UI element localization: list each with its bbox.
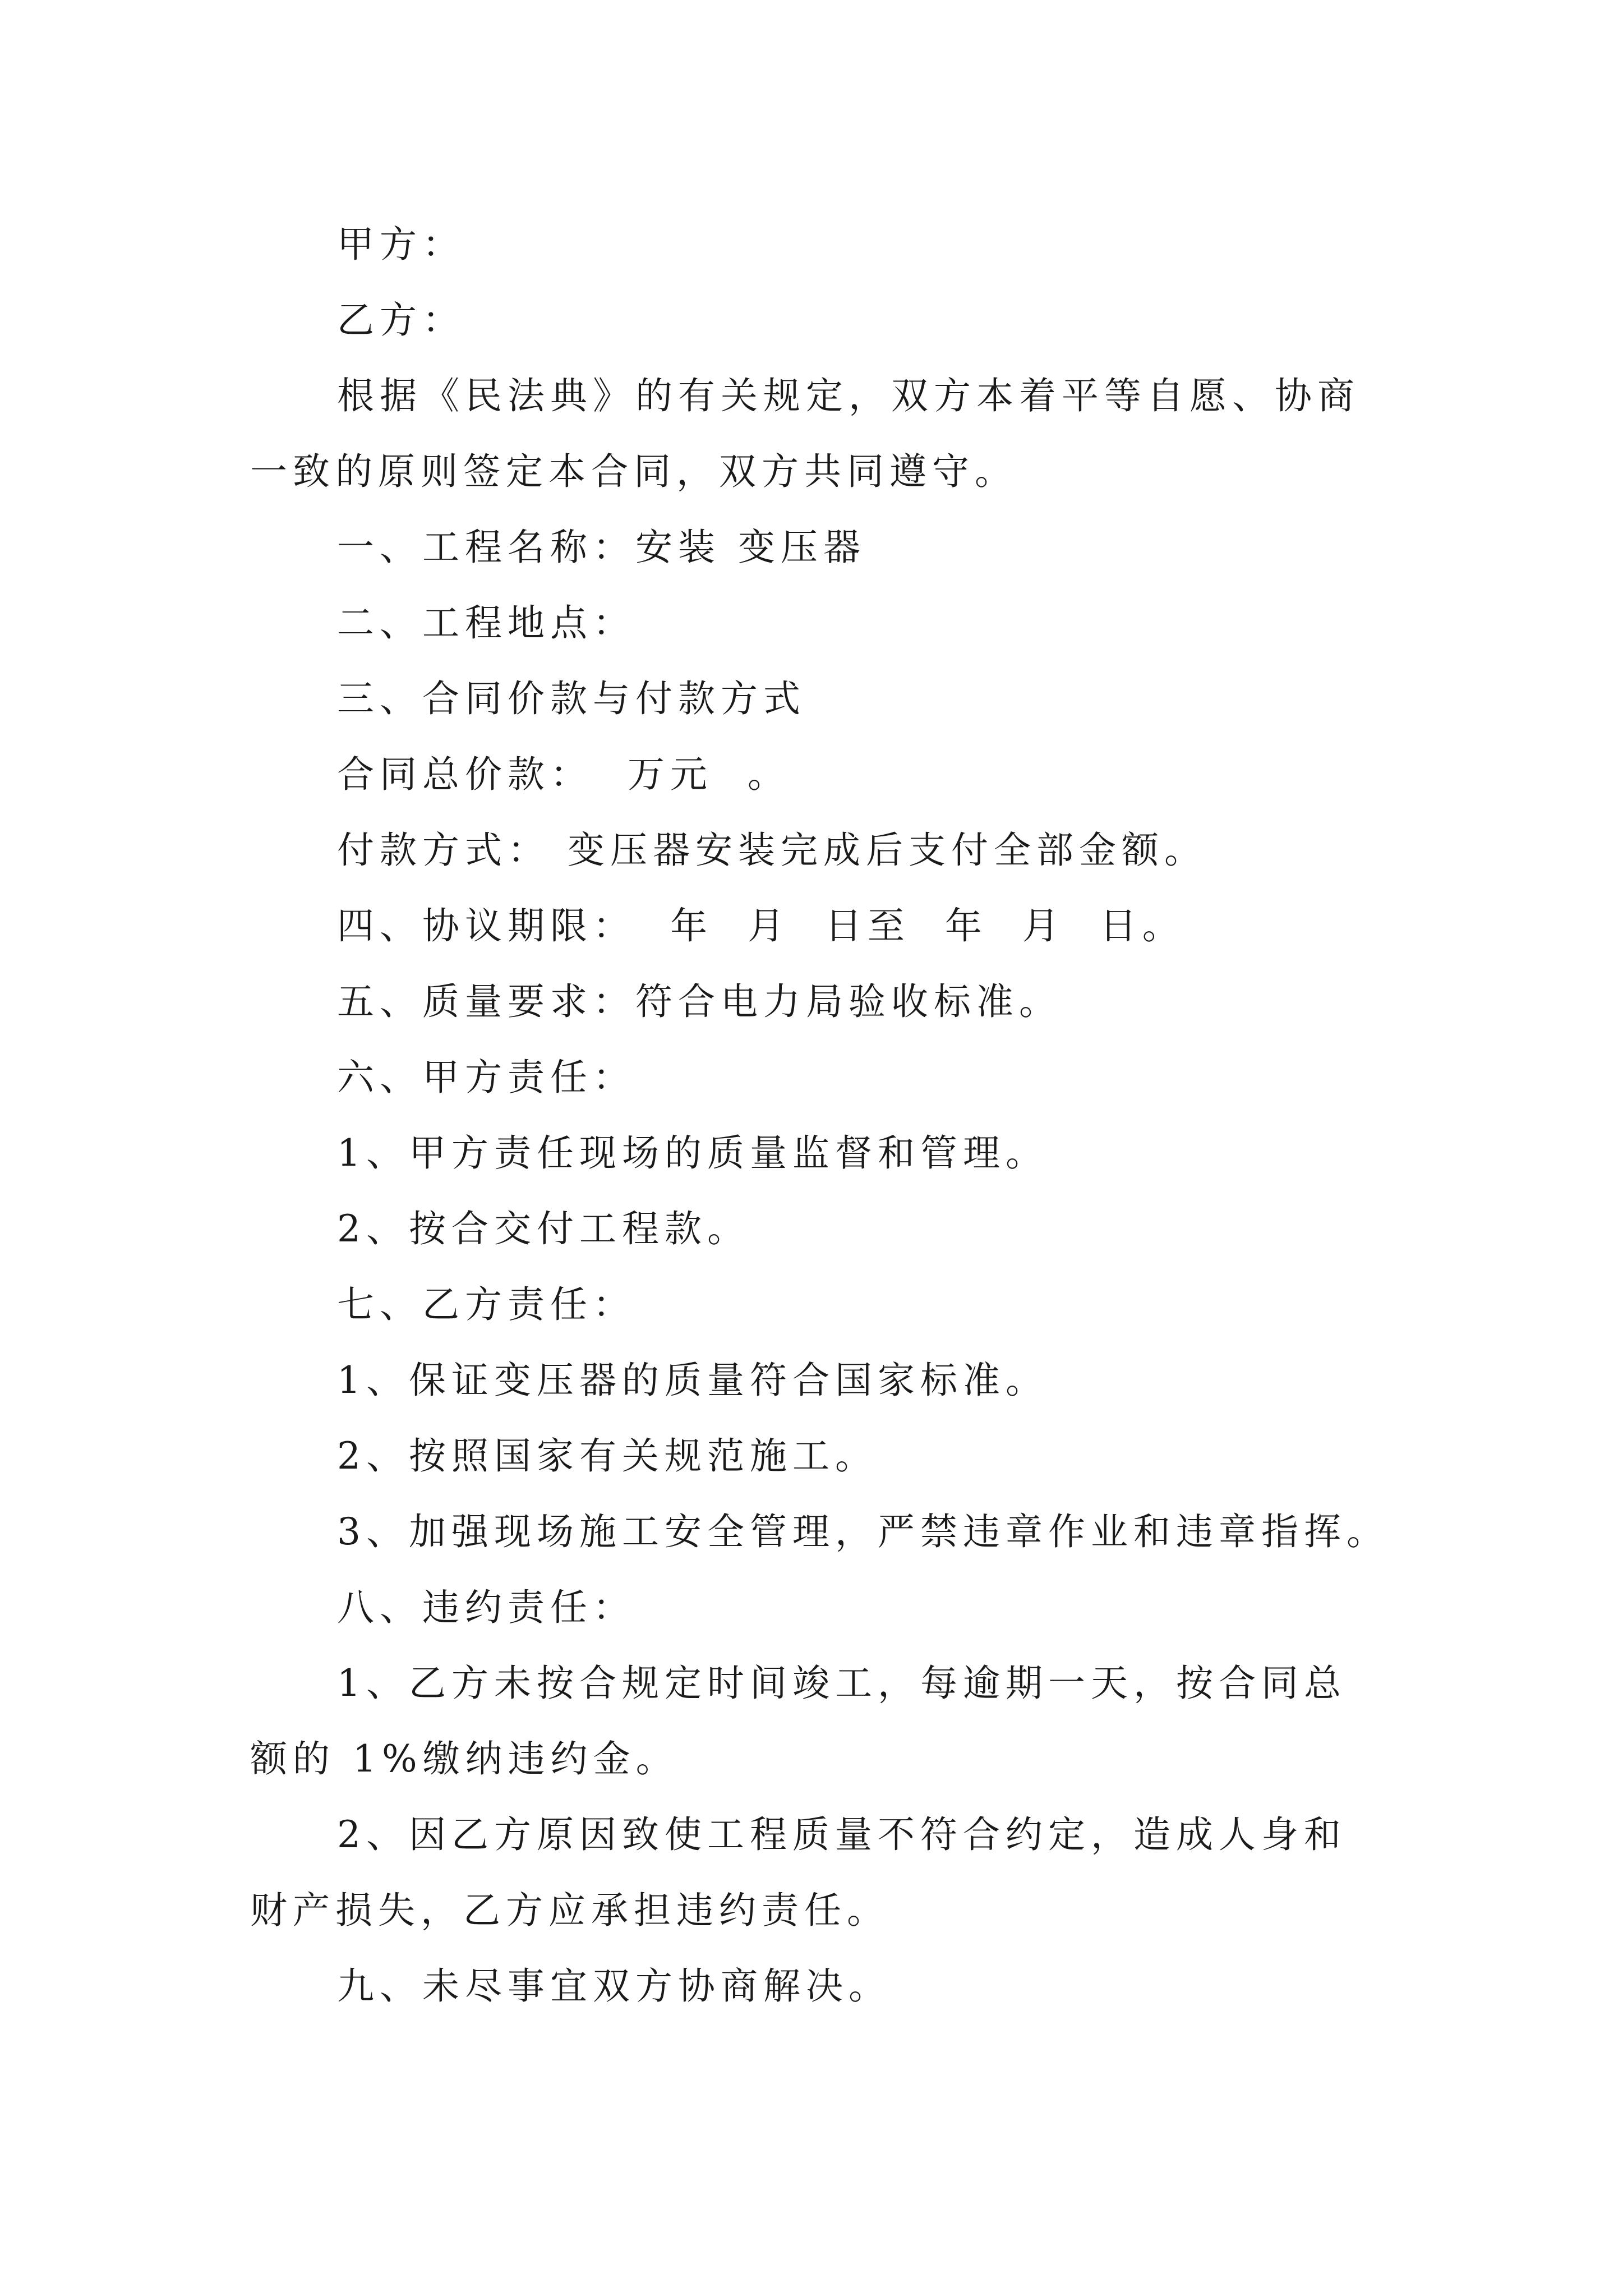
- clause-9: 九、未尽事宜双方协商解决。: [337, 1964, 891, 2008]
- clause-6-heading: 六、甲方责任：: [337, 1056, 635, 1099]
- clause-5-quality: 五、质量要求：符合电力局验收标准。: [337, 980, 1062, 1023]
- clause-7-item-3: 3、加强现场施工安全管理，严禁违章作业和违章指挥。: [337, 1510, 1389, 1553]
- clause-7-heading: 七、乙方责任：: [337, 1283, 635, 1326]
- clause-3-heading: 三、合同价款与付款方式: [337, 677, 806, 720]
- clause-6-item-1: 1、甲方责任现场的质量监督和管理。: [337, 1131, 1048, 1175]
- clause-2-project-location: 二、工程地点：: [337, 601, 635, 645]
- clause-8-item-1-line-2: 额的 1%缴纳违约金。: [250, 1737, 679, 1780]
- contract-total-price: 合同总价款： 万元 。: [337, 753, 790, 796]
- clause-8-item-1-line-1: 1、乙方未按合规定时间竣工，每逾期一天，按合同总: [337, 1662, 1347, 1705]
- preamble-line-2: 一致的原则签定本合同，双方共同遵守。: [250, 450, 1017, 493]
- clause-8-item-2-line-1: 2、因乙方原因致使工程质量不符合约定，造成人身和: [337, 1813, 1347, 1856]
- clause-7-item-1: 1、保证变压器的质量符合国家标准。: [337, 1359, 1048, 1402]
- payment-method: 付款方式： 变压器安装完成后支付全部金额。: [337, 829, 1207, 872]
- party-b-line: 乙方：: [337, 298, 465, 342]
- party-a-line: 甲方：: [337, 223, 465, 266]
- clause-6-item-2: 2、按合交付工程款。: [337, 1207, 750, 1250]
- clause-7-item-2: 2、按照国家有关规范施工。: [337, 1434, 878, 1478]
- preamble-line-1: 根据《民法典》的有关规定，双方本着平等自愿、协商: [337, 374, 1360, 417]
- clause-1-project-name: 一、工程名称：安装 变压器: [337, 526, 866, 569]
- clause-8-item-2-line-2: 财产损失，乙方应承担违约责任。: [250, 1889, 889, 1932]
- clause-4-term: 四、协议期限： 年 月 日至 年 月 日。: [337, 904, 1185, 947]
- clause-8-heading: 八、违约责任：: [337, 1586, 635, 1629]
